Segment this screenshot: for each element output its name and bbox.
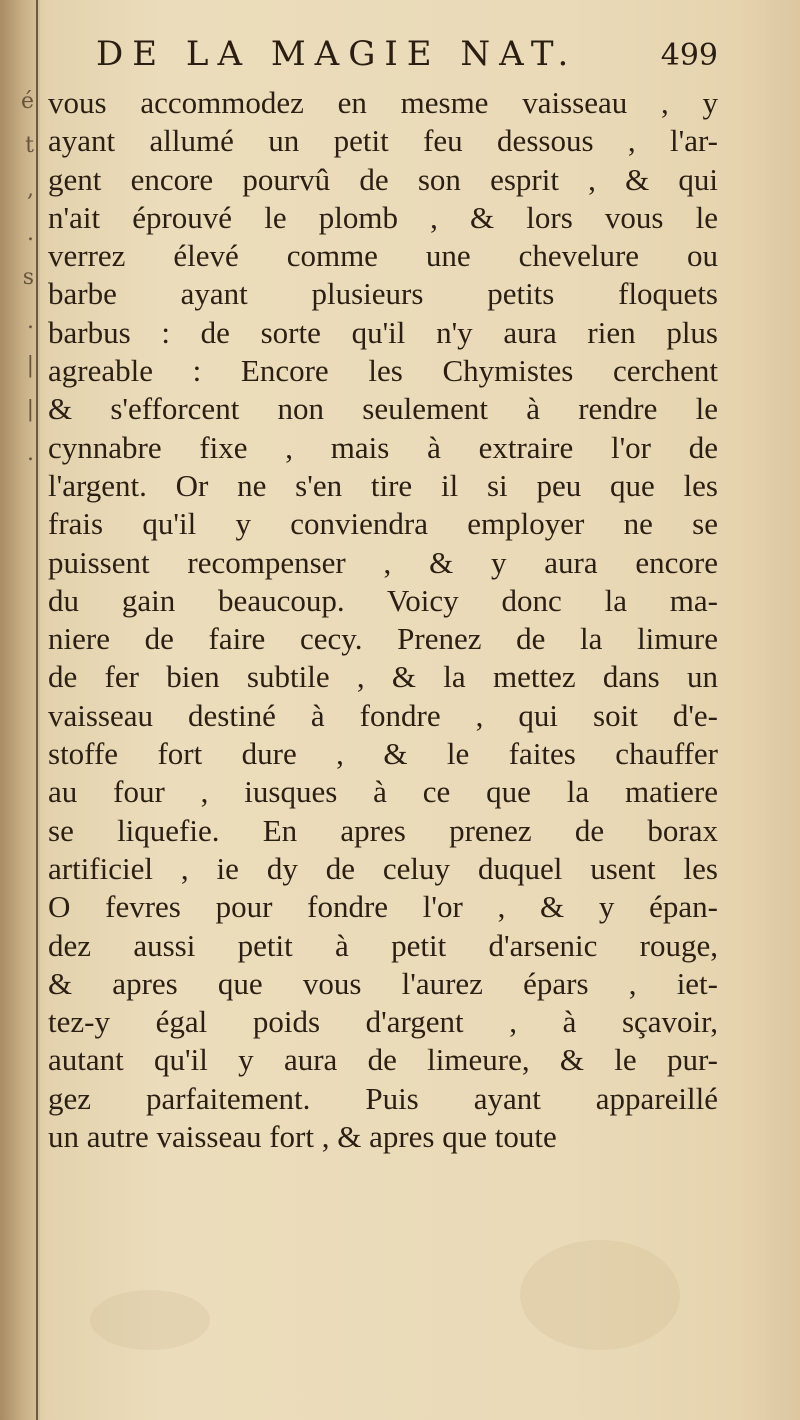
running-head-title: DE LA MAGIE NAT. xyxy=(96,34,578,74)
text-line: verrez élevé comme une chevelure ou xyxy=(48,238,718,274)
text-line: dez aussi petit à petit d'arsenic rouge, xyxy=(48,927,718,963)
text-line: agreable : Encore les Chymistes cerchent xyxy=(48,353,718,389)
running-head xyxy=(48,34,718,84)
text-line: niere de faire cecy. Prenez de la limure xyxy=(48,621,718,657)
previous-page-edge xyxy=(0,80,34,476)
text-line: vous accommodez en mesme vaisseau , y xyxy=(48,85,718,120)
text-line: artificiel , ie dy de celuy duquel usent les xyxy=(48,850,718,886)
text-line: un autre vaisseau fort , & apres que toute xyxy=(48,1119,557,1155)
previous-page-fragment: | xyxy=(26,397,34,422)
text-line: du gain beaucoup. Voicy donc la ma- xyxy=(48,582,718,618)
text-line: & apres que vous l'aurez épars , iet- xyxy=(48,965,718,1001)
previous-page-fragment: é xyxy=(20,89,34,114)
text-line: barbus : de sorte qu'il n'y aura rien plus xyxy=(48,314,718,350)
text-line: gent encore pourvû de son esprit , & qui xyxy=(48,161,718,197)
text-line: O fevres pour fondre l'or , & y épan- xyxy=(48,889,718,925)
text-line: vaisseau destiné à fondre , qui soit d'e- xyxy=(48,697,718,733)
previous-page-fragment: | xyxy=(26,353,34,378)
text-line: gez parfaitement. Puis ayant appareillé xyxy=(48,1080,718,1116)
paper-stain xyxy=(520,1240,680,1350)
text-line: ayant allumé un petit feu dessous , l'ar- xyxy=(48,123,718,159)
text-line: n'ait éprouvé le plomb , & lors vous le xyxy=(48,199,718,235)
paper-stain xyxy=(90,1290,210,1350)
previous-page-fragment: t xyxy=(25,133,34,158)
page-number: 499 xyxy=(660,38,718,73)
binding-edge xyxy=(36,0,38,1420)
text-line: de fer bien subtile , & la mettez dans un xyxy=(48,659,718,695)
page-content xyxy=(48,34,718,1156)
text-line: l'argent. Or ne s'en tire il si peu que les xyxy=(48,467,718,503)
text-line: puissent recompenser , & y aura encore xyxy=(48,544,718,580)
text-line: autant qu'il y aura de limeure, & le pur- xyxy=(48,1042,718,1078)
text-line: & s'efforcent non seulement à rendre le xyxy=(48,391,718,427)
previous-page-fragment: . xyxy=(27,309,34,334)
previous-page-fragment: . xyxy=(27,441,34,466)
text-line: au four , iusques à ce que la matiere xyxy=(48,774,718,810)
previous-page-fragment: s xyxy=(22,265,34,290)
text-line: barbe ayant plusieurs petits floquets xyxy=(48,276,718,312)
previous-page-fragment: , xyxy=(27,177,34,202)
previous-page-fragment: . xyxy=(27,221,34,246)
body-text xyxy=(48,84,718,1156)
text-line: se liquefie. En apres prenez de borax xyxy=(48,812,718,848)
text-line: cynnabre fixe , mais à extraire l'or de xyxy=(48,429,718,465)
text-line: stoffe fort dure , & le faites chauffer xyxy=(48,736,718,772)
text-line: frais qu'il y conviendra employer ne se xyxy=(48,506,718,542)
text-line: tez-y égal poids d'argent , à sçavoir, xyxy=(48,1004,718,1040)
